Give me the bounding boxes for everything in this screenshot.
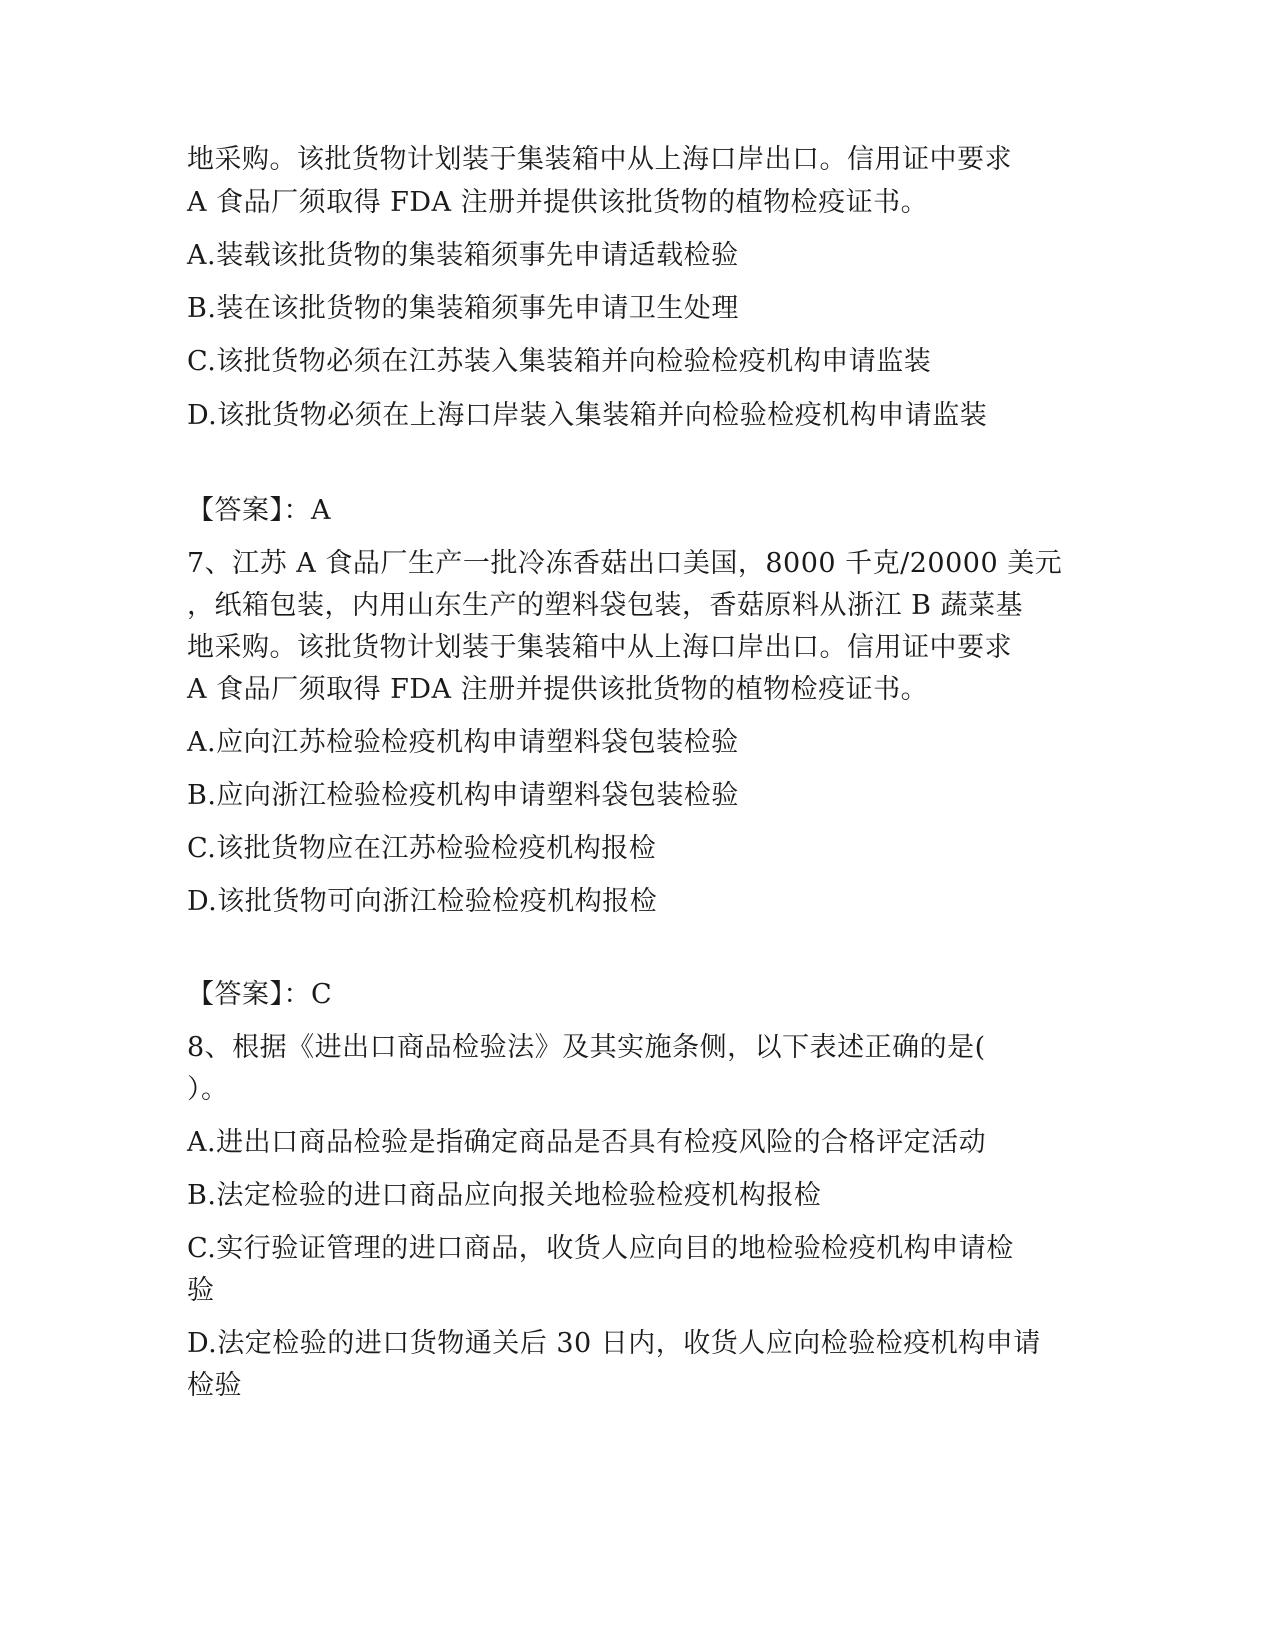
q7-option-b: B.应向浙江检验检疫机构申请塑料袋包装检验 [187,780,739,811]
q8-option-c-line-1: C.实行验证管理的进口商品，收货人应向目的地检验检疫机构申请检 [187,1233,1014,1264]
q8-option-a: A.进出口商品检验是指确定商品是否具有检疫风险的合格评定活动 [187,1127,987,1158]
q7-stem-line-1: 7、江苏 A 食品厂生产一批冷冻香菇出口美国，8000 千克/20000 美元 [187,548,1063,579]
q7-option-d: D.该批货物可向浙江检验检疫机构报检 [187,886,658,917]
q8-stem-line-2: ）。 [187,1074,229,1105]
q6-option-a: A.装载该批货物的集装箱须事先申请适载检验 [187,240,739,271]
q6-stem-line-2: A 食品厂须取得 FDA 注册并提供该批货物的植物检疫证书。 [187,187,929,218]
q8-option-b: B.法定检验的进口商品应向报关地检验检疫机构报检 [187,1180,822,1211]
q6-option-b: B.装在该批货物的集装箱须事先申请卫生处理 [187,293,739,324]
q8-stem-line-1: 8、根据《进出口商品检验法》及其实施条侧，以下表述正确的是( [187,1032,986,1063]
q7-stem-line-4: A 食品厂须取得 FDA 注册并提供该批货物的植物检疫证书。 [187,674,929,705]
q7-stem-line-2: ，纸箱包装，内用山东生产的塑料袋包装，香菇原料从浙江 B 蔬菜基 [187,590,1024,621]
q7-option-a: A.应向江苏检验检疫机构申请塑料袋包装检验 [187,727,739,758]
q6-option-c: C.该批货物必须在江苏装入集装箱并向检验检疫机构申请监装 [187,346,932,377]
q7-stem-line-3: 地采购。该批货物计划装于集装箱中从上海口岸出口。信用证中要求 [187,632,1012,663]
q6-stem-line-1: 地采购。该批货物计划装于集装箱中从上海口岸出口。信用证中要求 [187,144,1012,175]
q7-answer: 【答案】：C [187,979,333,1010]
q8-option-c-line-2: 验 [187,1275,215,1306]
q7-option-c: C.该批货物应在江苏检验检疫机构报检 [187,833,657,864]
q6-option-d: D.该批货物必须在上海口岸装入集装箱并向检验检疫机构申请监装 [187,400,988,431]
q8-option-d-line-1: D.法定检验的进口货物通关后 30 日内，收货人应向检验检疫机构申请 [187,1328,1041,1359]
q8-option-d-line-2: 检验 [187,1370,242,1401]
q6-answer: 【答案】：A [187,495,331,526]
